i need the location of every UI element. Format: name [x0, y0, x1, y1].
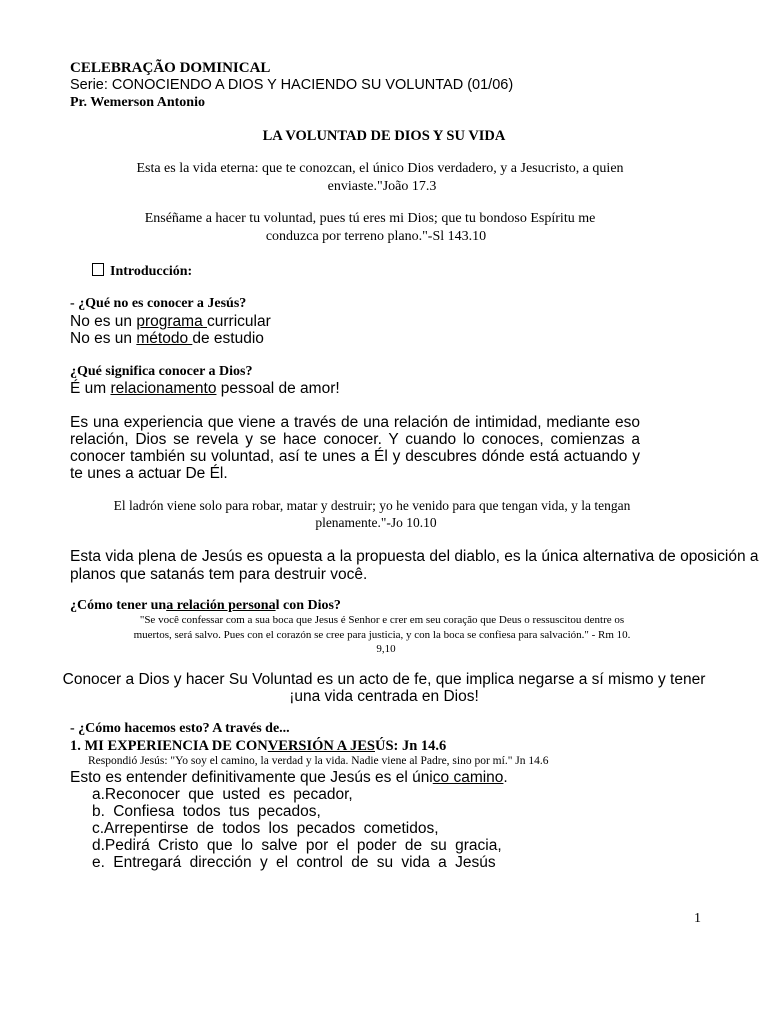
intro-label: Introducción: [110, 264, 193, 279]
q2-line-a [70, 380, 340, 398]
verse3-line2: plenamente."-Jo 10.10 [315, 515, 437, 530]
paragraph-faith-line2: ¡una vida centrada en Dios! [289, 688, 479, 705]
q1-a-pre: No es un [70, 313, 137, 330]
q3-heading [70, 598, 341, 614]
series-line: Serie: CONOCIENDO A DIOS Y HACIENDO SU VOLUNTAD (01/06) [70, 77, 514, 93]
section1-underlined: VERSIÓN A JES [267, 738, 375, 754]
q3-post: l con Dios? [275, 598, 341, 613]
q1-a-post: curricular [207, 313, 271, 330]
section1-statement-post: . [503, 769, 508, 786]
q3-quote-line3: 9,10 [376, 643, 396, 655]
q3-quote-line1: "Se você confessar com a sua boca que Jesus é Senhor e crer em seu coração que Deus o ressuscitou dentre os [139, 614, 625, 626]
verse1-line2: enviaste."João 17.3 [327, 179, 437, 194]
q2-a-pre: É um [70, 380, 111, 397]
q1-a-underlined: programa [136, 313, 208, 330]
section1-statement [70, 769, 508, 787]
verse1-line1: Esta es la vida eterna: que te conozcan, el único Dios verdadero, y a Jesucristo, a quien [136, 161, 624, 176]
q2-a-post: pessoal de amor! [216, 380, 340, 397]
q1-b-post: de estudio [192, 330, 264, 347]
intro-heading [92, 263, 192, 280]
paragraph-fullness-line2: planos que satanás tem para destruir você. [70, 566, 368, 583]
q3-pre: ¿Cómo tener un [70, 598, 167, 613]
q2-a-underlined: relacionamento [110, 380, 217, 397]
paragraph-intimacy: Es una experiencia que viene a través de una relación de intimidad, mediante eso relación, Dios se revela y se hace conocer. Y cuando lo conoces, comienzas a conocer también su voluntad, así te unes a Él y descubres dónde está actuando y te unes a actuar De Él. [70, 414, 640, 482]
page-title: LA VOLUNTAD DE DIOS Y SU VIDA [262, 128, 506, 144]
section1-post: ÚS: Jn 14.6 [374, 738, 447, 754]
q2-heading: ¿Qué significa conocer a Dios? [70, 364, 253, 379]
checkbox-glyph-icon [92, 263, 104, 276]
q1-line-a [70, 313, 271, 331]
step-item: b. Confiesa todos tus pecados, [92, 803, 321, 820]
step-item: e. Entregará dirección y el control de su vida a Jesús [92, 854, 496, 871]
section1-pre: 1. MI EXPERIENCIA DE CON [70, 738, 268, 754]
section1-statement-pre: Esto es entender definitivamente que Jesús es el úni [70, 769, 433, 786]
q1-b-pre: No es un [70, 330, 137, 347]
q1-heading: - ¿Qué no es conocer a Jesús? [70, 296, 247, 311]
step-item: a.Reconocer que usted es pecador, [92, 786, 353, 803]
step-item: d.Pedirá Cristo que lo salve por el poder de su gracia, [92, 837, 502, 854]
q3-quote-line2: muertos, será salvo. Pues con el corazón se cree para justicia, y con la boca se confiesa para salvación." - Rm 10. [133, 629, 631, 641]
q1-b-underlined: método [136, 330, 193, 347]
section1-quote: Respondió Jesús: "Yo soy el camino, la verdad y la vida. Nadie viene al Padre, sino por mí." Jn 14.6 [88, 755, 549, 767]
section1-heading [70, 738, 446, 755]
paragraph-fullness-line1: Esta vida plena de Jesús es opuesta a la propuesta del diablo, es la única alternativa de oposición a [70, 548, 759, 565]
q4-heading: - ¿Cómo hacemos esto? A través de... [70, 721, 290, 736]
verse2-line1: Enséñame a hacer tu voluntad, pues tú eres mi Dios; que tu bondoso Espíritu me [144, 211, 596, 226]
q1-line-b [70, 330, 264, 348]
org-heading: CELEBRAÇÃO DOMINICAL [70, 60, 271, 76]
verse3-line1: El ladrón viene solo para robar, matar y destruir; yo he venido para que tengan vida, y la tengan [113, 498, 631, 513]
verse2-line2: conduzca por terreno plano."-Sl 143.10 [265, 229, 487, 244]
q3-underlined: a relación persona [166, 598, 276, 613]
pastor-name: Pr. Wemerson Antonio [70, 95, 205, 110]
paragraph-faith-line1: Conocer a Dios y hacer Su Voluntad es un acto de fe, que implica negarse a sí mismo y tener [62, 671, 706, 688]
section1-statement-underlined: co camino [432, 769, 504, 786]
step-item: c.Arrepentirse de todos los pecados cometidos, [92, 820, 439, 837]
page-number: 1 [694, 911, 701, 926]
